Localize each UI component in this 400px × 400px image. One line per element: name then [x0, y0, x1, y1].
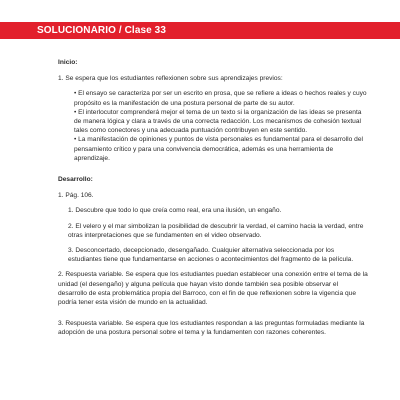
header — [0, 0, 400, 39]
paragraph: 3. Respuesta variable. Se espera que los estudiantes respondan a las preguntas formuladas mediante la adopción de una postura personal sobre el tema y la fundamenten con razones coherentes. — [58, 320, 365, 337]
title-bar — [0, 22, 400, 39]
paragraph: 3. Desconcertado, decepcionado, desengañado. Cualquier alternativa seleccionada por los estudiantes tiene que fundamentarse en acciones o acontecimientos del fragmento de la película. — [68, 247, 354, 264]
paragraph: 1. Descubre que todo lo que creía como real, era una ilusión, un engaño. — [68, 207, 282, 215]
section-inicio — [58, 58, 368, 163]
section-heading: Desarrollo: — [58, 176, 93, 184]
document-content — [58, 48, 368, 344]
bullet-item: • El ensayo se caracteriza por ser un escrito en prosa, que se refiere a ideas o hechos reales y cuyo propósito es la manifestación de una postura personal de parte de su autor. — [74, 90, 367, 107]
paragraph: 2. El velero y el mar simbolizan la posibilidad de descubrir la verdad, el camino hacia la verdad, entre otras interpretaciones que se fundamenten en el video observado. — [68, 222, 364, 239]
paragraph: 2. Respuesta variable. Se espera que los estudiantes puedan establecer una conexión entre el tema de la unidad (el desengaño) y alguna película que hayan visto donde también sea posible observar el desarrollo de esta problemática propia del Barroco, con el fin de que reflexionen sobre la vigencia que podría tener esta visión de mundo en la actualidad. — [58, 271, 368, 307]
section-desarrollo — [58, 175, 368, 338]
section-heading: Inicio: — [58, 59, 78, 66]
document-page — [0, 48, 400, 400]
bullet-list — [74, 89, 368, 163]
bullet-item: • El interlocutor comprenderá mejor el tema de un texto si la organización de las ideas se presenta de manera lógica y clara a través de una correcta redacción. Los mecanismos de cohesión textual tales como conectores y una adecuada puntuación contribuyen en este sentido. — [74, 108, 362, 135]
bullet-item: • La manifestación de opiniones y puntos de vista personales es fundamental para el desarrollo del pensamiento crítico y para una convivencia democrática, además es una herramienta de aprendizaje. — [74, 136, 363, 162]
paragraph: 1. Pág. 106. — [58, 192, 94, 200]
page-title: SOLUCIONARIO / Clase 33 — [37, 25, 166, 36]
paragraph: 1. Se espera que los estudiantes reflexionen sobre sus aprendizajes previos: — [58, 75, 283, 83]
